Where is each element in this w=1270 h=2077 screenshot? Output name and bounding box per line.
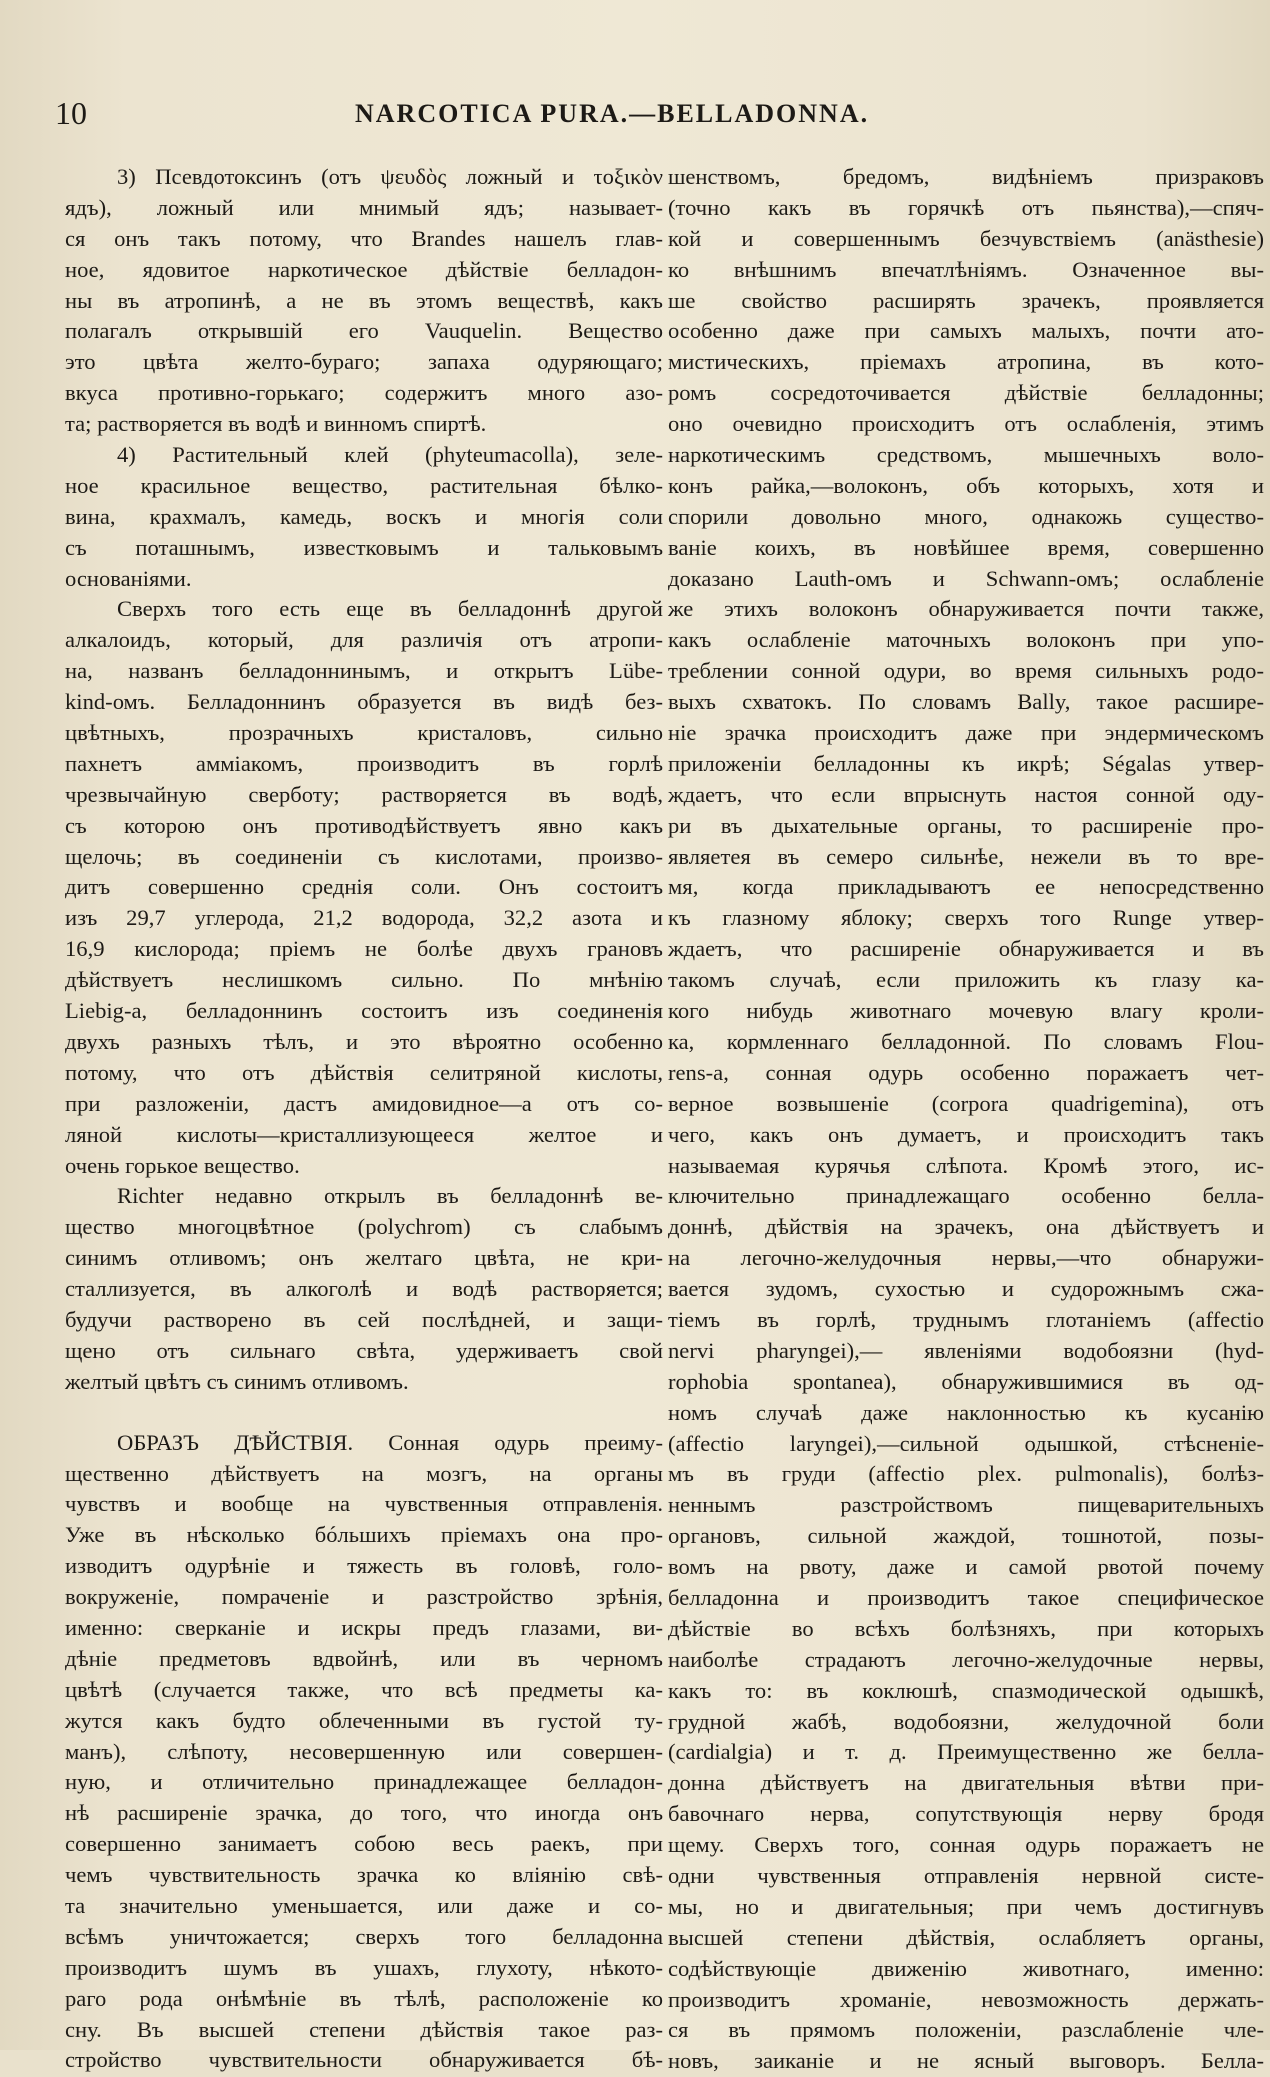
text-line: высшей степени дѣйствія, ослабляетъ органы, (668, 1924, 1264, 1950)
text-line: мы, но и двигательныя; при чемъ достигнувъ (668, 1893, 1264, 1919)
text-line: жутся какъ будто облеченными въ густой ту- (65, 1707, 663, 1733)
text-line: наиболѣе страдаютъ легочно-желудочные нервы, (668, 1646, 1264, 1672)
text-line: щелочь; въ соединеніи съ кислотами, произво- (65, 843, 663, 869)
text-line: новъ, заиканіе и не ясный выговоръ. Белла- (668, 2048, 1264, 2074)
text-line: чрезвычайную сверботу; растворяется въ водѣ, (65, 781, 663, 807)
text-line: кой и совершеннымъ безчувствіемъ (anästhesie) (668, 225, 1264, 251)
right-text-column (668, 162, 1264, 2077)
text-line: очень горькое вещество. (65, 1152, 300, 1178)
text-line: конъ райка,—волоконъ, объ которыхъ, хотя и (668, 472, 1264, 498)
text-line: бавочнаго нерва, сопутствующія нерву бродя (668, 1801, 1264, 1827)
text-line: ную, и отличительно принадлежащее белладон- (65, 1769, 663, 1795)
text-line: Liebig-а, белладоннинъ состоитъ изъ соединенія (65, 998, 663, 1024)
text-line: основаніями. (65, 565, 192, 591)
text-line: дитъ совершенно среднія соли. Онъ состоитъ (65, 874, 663, 900)
text-line: желтый цвѣтъ съ синимъ отливомъ. (65, 1368, 409, 1394)
text-line: белладонна и производитъ такое специфическое (668, 1584, 1264, 1610)
text-line: щено отъ сильнаго свѣта, удерживаетъ свой (65, 1337, 663, 1363)
left-text-column (65, 162, 663, 2076)
text-line: производитъ шумъ въ ушахъ, глухоту, нѣкото- (65, 1954, 663, 1980)
text-line: rens-a, сонная одурь особенно поражаетъ чет- (668, 1059, 1264, 1085)
text-line: стройство чувствительности обнаруживается бѣ- (65, 2047, 663, 2073)
text-line: kind-омъ. Белладоннинъ образуется въ видѣ без- (65, 689, 663, 715)
text-line: это цвѣта желто-бураго; запаха одуряющаго; (65, 349, 663, 375)
text-line: чемъ чувствительность зрачка ко вліянію свѣ- (65, 1862, 663, 1888)
text-line: мистическихъ, пріемахъ атропина, въ кото- (668, 349, 1264, 375)
text-line: дѣніе предметовъ вдвойнѣ, или въ черномъ (65, 1645, 663, 1671)
text-line: ключительно принадлежащаго особенно белла- (668, 1183, 1264, 1209)
text-line: ОБРАЗЪ ДѢЙСТВІЯ. Сонная одурь преиму- (117, 1429, 663, 1455)
text-line: (affectio laryngei),—сильной одышкой, стѣсненіе- (668, 1430, 1264, 1456)
text-line: цвѣтныхъ, прозрачныхъ кристаловъ, сильно (65, 720, 663, 746)
text-line: дѣйствіе во всѣхъ болѣзняхъ, при которыхъ (668, 1615, 1264, 1641)
text-line: (точно какъ въ горячкѣ отъ пьянства),—спяч- (668, 194, 1264, 220)
text-line: какъ ослабленіе маточныхъ волоконъ при упо- (668, 627, 1264, 653)
text-line: оно очевидно происходитъ отъ ослабленія, этимъ (668, 411, 1264, 437)
text-line: дѣйствуетъ неслишкомъ сильно. По мнѣнію (65, 967, 663, 993)
text-line: раго рода онѣмѣніе въ тѣлѣ, расположеніе ко (65, 1985, 663, 2011)
text-line: ное красильное вещество, растительная бѣлко- (65, 472, 663, 498)
text-line: Уже въ нѣсколько бóльшихъ пріемахъ она про- (65, 1522, 663, 1548)
text-line: будучи растворено въ сей послѣдней, и защи- (65, 1306, 663, 1332)
text-line: спорили довольно много, однакожь существо- (668, 503, 1264, 529)
text-line: вина, крахмалъ, камедь, воскъ и многія соли (65, 503, 663, 529)
text-line: называемая курячья слѣпота. Кромѣ этого, ис- (668, 1152, 1264, 1178)
text-line: вкуса противно-горькаго; содержитъ много азо- (65, 380, 663, 406)
text-line: на легочно-желудочныя нервы,—что обнаружи- (668, 1245, 1264, 1271)
text-line: синимъ отливомъ; онъ желтаго цвѣта, не кри- (65, 1245, 663, 1271)
text-line: щество многоцвѣтное (polychrom) съ слабымъ (65, 1214, 663, 1240)
text-line: всѣмъ уничтожается; сверхъ того белладонна (65, 1923, 663, 1949)
text-line: доннѣ, дѣйствія на зрачекъ, она дѣйствуетъ и (668, 1214, 1264, 1240)
text-line: вокруженіе, помраченіе и разстройство зрѣнія, (65, 1584, 663, 1610)
text-line: содѣйствующіе движенію животнаго, именно: (668, 1955, 1264, 1981)
text-line: 16,9 кислорода; пріемъ не болѣе двухъ грановъ (65, 936, 663, 962)
text-line: къ глазному яблоку; сверхъ того Runge утвер- (668, 905, 1264, 931)
text-line: вается зудомъ, сухостью и судорожнымъ сжа- (668, 1276, 1264, 1302)
text-line: ное, ядовитое наркотическое дѣйствіе белладон- (65, 256, 663, 282)
text-line: наркотическимъ средствомъ, мышечныхъ воло- (668, 442, 1264, 468)
text-line: ся онъ такъ потому, что Brandes нашелъ глав- (65, 225, 663, 251)
text-line: какъ то: въ коклюшѣ, спазмодической одышкѣ, (668, 1677, 1264, 1703)
text-line: мъ въ груди (affectio plex. pulmonalis), болѣз- (668, 1461, 1264, 1487)
text-line: неннымъ разстройствомъ пищеварительныхъ (668, 1492, 1264, 1518)
text-line: манъ), слѣпоту, несовершенную или совершен- (65, 1738, 663, 1764)
text-line: ждаетъ, что расширеніе обнаруживается и въ (668, 936, 1264, 962)
text-line: верное возвышеніе (corpora quadrigemina), отъ (668, 1090, 1264, 1116)
text-line: ромъ сосредоточивается дѣйствіе белладонны; (668, 380, 1264, 406)
text-line: алкалоидъ, который, для различія отъ атропи- (65, 627, 663, 653)
text-line: совершенно занимаетъ собою весь раекъ, при (65, 1831, 663, 1857)
text-line: полагалъ открывшій его Vauquelin. Вещество (65, 318, 663, 344)
text-line: ка, кормленнаго белладонной. По словамъ Flou- (668, 1028, 1264, 1054)
text-line: являетея въ семеро сильнѣе, нежели въ то вре- (668, 843, 1264, 869)
text-line: такомъ случаѣ, если приложить къ глазу ка- (668, 967, 1264, 993)
text-line: доказано Lauth-омъ и Schwann-омъ; ослабленіе (668, 565, 1264, 591)
text-line: кого нибудь животнаго мочевую влагу кроли- (668, 998, 1264, 1024)
text-line: съ которою онъ противодѣйствуетъ явно какъ (65, 812, 663, 838)
text-line: 4) Растительный клей (phyteumacolla), зеле- (117, 442, 663, 468)
text-line: при разложеніи, дастъ амидовидное—а отъ со- (65, 1090, 663, 1116)
text-line: мя, когда прикладываютъ ее непосредственно (668, 874, 1264, 900)
text-line: одни чувственныя отправленія нервной систе- (668, 1862, 1264, 1888)
text-line: нѣ расширеніе зрачка, до того, что иногда онъ (65, 1800, 663, 1826)
text-line: сталлизуется, въ алкоголѣ и водѣ растворяется; (65, 1276, 663, 1302)
text-line: nervi pharyngei),— явленіями водобоязни (hyd- (668, 1337, 1264, 1363)
text-line: съ поташнымъ, известковымъ и тальковымъ (65, 534, 663, 560)
text-line: ваніе коихъ, въ новѣйшее время, совершенно (668, 534, 1264, 560)
running-title: NARCOTICA PURA.—BELLADONNA. (355, 99, 870, 128)
text-line: изъ 29,7 углерода, 21,2 водорода, 32,2 азота и (65, 905, 663, 931)
text-line: ны въ атропинѣ, а не въ этомъ веществѣ, какъ (65, 287, 663, 313)
text-line: ко внѣшнимъ впечатлѣніямъ. Означенное вы- (668, 256, 1264, 282)
text-line: двухъ разныхъ тѣлъ, и это вѣроятно особенно (65, 1028, 663, 1054)
text-line: именно: сверканіе и искры предъ глазами, ви- (65, 1614, 663, 1640)
text-line: органовъ, сильной жаждой, тошнотой, позы- (668, 1523, 1264, 1549)
text-line: донна дѣйствуетъ на двигательныя вѣтви при- (668, 1770, 1264, 1796)
text-line: ждаетъ, что если впрыснуть настоя сонной оду- (668, 781, 1264, 807)
page-number: 10 (55, 95, 87, 131)
text-line: ніе зрачка происходитъ даже при эндермическомъ (668, 720, 1264, 746)
page-header (55, 95, 1240, 135)
text-line: 3) Псевдотоксинъ (отъ ψευδὸς ложный и τοξικὸν (117, 164, 663, 189)
text-line: та; растворяется въ водѣ и винномъ спиртѣ. (65, 411, 487, 437)
text-line: rophobia spontanea), обнаружившимися въ од- (668, 1368, 1264, 1394)
text-line: ше свойство расширять зрачекъ, проявляется (668, 287, 1264, 313)
text-line: изводитъ одурѣніе и тяжесть въ головѣ, голо- (65, 1553, 663, 1579)
text-line: (cardialgia) и т. д. Преимущественно же белла- (668, 1739, 1264, 1765)
text-line: та значительно уменьшается, или даже и со- (65, 1892, 663, 1918)
text-line: ри въ дыхательные органы, то расширеніе про- (668, 812, 1264, 838)
text-line: ляной кислоты—кристаллизующееся желтое и (65, 1121, 663, 1147)
text-line: потому, что отъ дѣйствія селитряной кислоты, (65, 1059, 663, 1085)
text-line: на, названъ белладоннинымъ, и открытъ Lübe- (65, 658, 663, 684)
text-line: чувствъ и вообще на чувственныя отправленія. (65, 1491, 663, 1517)
text-line: чего, какъ онъ думаетъ, и происходитъ такъ (668, 1121, 1264, 1147)
text-line: номъ случаѣ даже наклонностью къ кусанію (668, 1399, 1264, 1425)
text-line: Сверхъ того есть еще въ белладоннѣ другой (117, 596, 663, 622)
text-line: щественно дѣйствуетъ на мозгъ, на органы (65, 1460, 663, 1486)
text-line: ядъ), ложный или мнимый ядъ; называет- (65, 194, 663, 220)
text-line: выхъ схватокъ. По словамъ Bally, такое расшире- (668, 689, 1264, 715)
text-line: треблении сонной одури, во время сильныхъ родо- (668, 658, 1264, 684)
text-line: тіемъ въ горлѣ, труднымъ глотаніемъ (affectio (668, 1306, 1264, 1332)
text-line: ся въ прямомъ положеніи, разслабленіе чле- (668, 2017, 1264, 2043)
text-line: же этихъ волоконъ обнаруживается почти также, (668, 596, 1264, 622)
text-line: щему. Сверхъ того, сонная одурь поражаетъ не (668, 1832, 1264, 1858)
text-line: вомъ на рвоту, даже и самой рвотой почему (668, 1554, 1264, 1580)
text-line: грудной жабѣ, водобоязни, желудочной боли (668, 1708, 1264, 1734)
text-line: шенствомъ, бредомъ, видѣніемъ призраковъ (668, 164, 1264, 189)
text-line: производитъ хроманіе, невозможность держать- (668, 1986, 1264, 2012)
text-line: Richter недавно открылъ въ белладоннѣ ве- (117, 1183, 663, 1209)
text-line: приложеніи белладонны къ икрѣ; Ségalas утвер- (668, 750, 1264, 776)
text-line: пахнетъ амміакомъ, производитъ въ горлѣ (65, 750, 663, 776)
text-line: особенно даже при самыхъ малыхъ, почти ато- (668, 318, 1264, 344)
text-line: сну. Въ высшей степени дѣйствія такое раз- (65, 2016, 663, 2042)
text-line: цвѣтѣ (случается также, что всѣ предметы ка- (65, 1676, 663, 1702)
